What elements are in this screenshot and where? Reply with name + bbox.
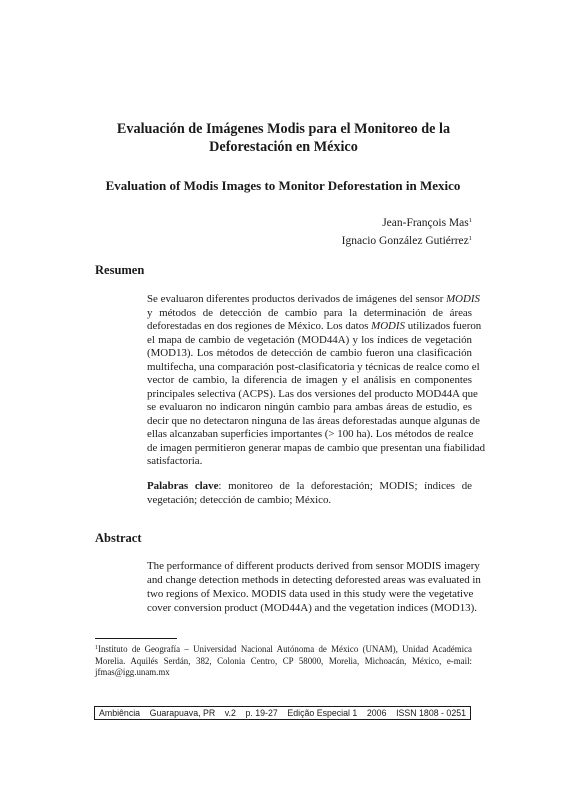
footer-journal: Ambiência bbox=[99, 708, 141, 718]
text-run: utilizados fueron bbox=[407, 320, 482, 332]
keywords-label: Palabras clave bbox=[147, 480, 219, 492]
footer-edition: Edição Especial 1 bbox=[287, 708, 358, 718]
resumen-heading: Resumen bbox=[95, 263, 145, 277]
abstract-line: cover conversion product (MOD44A) and the vegetation indices (MOD13). bbox=[147, 602, 477, 614]
journal-footer bbox=[94, 706, 471, 720]
title-line: Deforestación en México bbox=[209, 139, 358, 155]
footer-pages: p. 19-27 bbox=[245, 708, 278, 718]
text-run: Instituto de Geografía – Universidad Nacional Autónoma de México (UNAM), Unidad Académica bbox=[98, 644, 472, 654]
title-line: Evaluación de Imágenes Modis para el Monitoreo de la bbox=[116, 121, 451, 137]
text-run: Se evaluaron diferentes productos derivados de imágenes del sensor bbox=[147, 293, 444, 305]
title-english: Evaluation of Modis Images to Monitor Deforestation in Mexico bbox=[105, 178, 461, 193]
footnote-line bbox=[95, 643, 472, 656]
abstract-heading: Abstract bbox=[95, 531, 142, 545]
title-portuguese bbox=[95, 120, 472, 156]
keywords-line: vegetación; detección de cambio; México. bbox=[147, 494, 332, 506]
abstract-body bbox=[147, 559, 481, 615]
footer-volume: v.2 bbox=[224, 708, 236, 718]
text-run: deforestadas en dos regiones de México. Los datos bbox=[147, 320, 369, 332]
keywords-line bbox=[147, 479, 472, 493]
abstract-line: and change detection methods in detecting deforested areas was evaluated in bbox=[147, 574, 481, 586]
footer-issn: ISSN 1808 - 0251 bbox=[396, 708, 466, 718]
footer-city: Guarapuava, PR bbox=[149, 708, 216, 718]
resumen-line: satisfactoria. bbox=[147, 455, 203, 467]
resumen-line bbox=[147, 293, 480, 307]
resumen-line: ellas alcanzaban superficies importantes (> 100 ha). Los métodos de realce bbox=[147, 428, 474, 440]
author-name: Jean-François Mas bbox=[382, 217, 469, 229]
author-list bbox=[342, 213, 472, 249]
resumen-line: vector de cambio, la diferencia de imagen y el análisis en componentes bbox=[147, 374, 472, 386]
footer-year: 2006 bbox=[366, 708, 387, 718]
resumen-line: (MOD13). Los métodos de detección de cambio fueron una clasificación bbox=[147, 347, 472, 359]
resumen-line: principales selectiva (ACPS). Las dos versiones del producto MOD44A que bbox=[147, 387, 478, 400]
abstract-line: two regions of Mexico. MODIS data used in this study were the vegetative bbox=[147, 588, 474, 600]
footnote-line: Morelia. Aquilés Serdán, 382, Colonia Centro, CP 58000, Morelia, Michoacán, México, e-mail: bbox=[95, 655, 472, 666]
author-2 bbox=[342, 231, 472, 249]
footnote bbox=[95, 643, 472, 679]
resumen-line: multifecha, una comparación post-clasificatoria y técnicas de realce como el bbox=[147, 360, 480, 373]
italic-run: MODIS bbox=[371, 320, 405, 332]
resumen-line: de imagen permitieron generar mapas de cambio que presentan una fiabilidad bbox=[147, 441, 486, 454]
abstract-line: The performance of different products derived from sensor MODIS imagery bbox=[147, 560, 480, 572]
italic-run: MODIS bbox=[446, 293, 480, 305]
affiliation-mark: 1 bbox=[468, 235, 472, 242]
keywords bbox=[147, 479, 472, 507]
resumen-line bbox=[147, 320, 482, 334]
affiliation-mark: 1 bbox=[468, 217, 472, 224]
resumen-line: y métodos de detección de cambio para la determinación de áreas bbox=[147, 306, 472, 319]
resumen-line: el mapa de cambio de vegetación (MOD44A) y los índices de vegetación bbox=[147, 333, 472, 346]
author-1 bbox=[342, 213, 472, 231]
footnote-rule bbox=[95, 638, 177, 639]
resumen-line: se evaluaron no indicaron ningún cambio para ambas áreas de estudio, es bbox=[147, 401, 472, 413]
keywords-text: : monitoreo de la deforestación; MODIS; índices de bbox=[218, 480, 472, 492]
author-name: Ignacio González Gutiérrez bbox=[341, 235, 469, 247]
resumen-line: decir que no detectaron ninguna de las áreas deforestadas aunque algunas de bbox=[147, 414, 480, 427]
footnote-mark: 1 bbox=[95, 645, 98, 651]
footnote-line: jfmas@igg.unam.mx bbox=[95, 667, 170, 677]
resumen-body bbox=[147, 293, 486, 469]
